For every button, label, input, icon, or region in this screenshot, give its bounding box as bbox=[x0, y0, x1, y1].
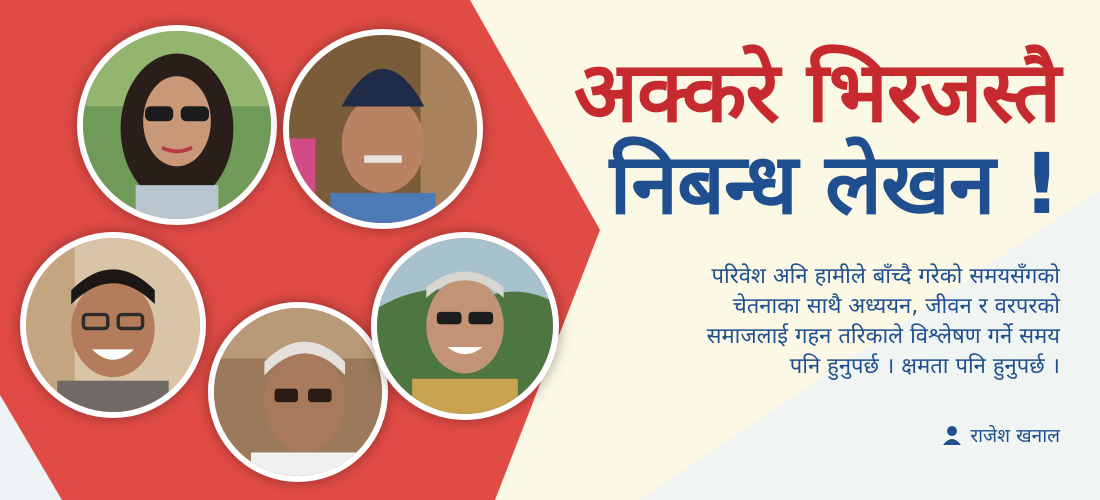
portrait-image bbox=[214, 308, 382, 476]
portrait-image bbox=[83, 31, 271, 219]
person-icon bbox=[942, 425, 962, 445]
portrait-woman-sunglasses bbox=[77, 25, 277, 225]
portrait-smiling-man-glasses bbox=[20, 232, 206, 418]
portrait-image bbox=[377, 238, 553, 414]
quote-line: समाजलाई गहन तरिकाले विश्लेषण गर्ने समय bbox=[706, 324, 1060, 349]
quote-line: चेतनाका साथै अध्ययन, जीवन र वरपरको bbox=[732, 294, 1060, 319]
quote-block bbox=[540, 262, 1060, 382]
title-line-2: निबन्ध लेखन ! bbox=[609, 135, 1060, 233]
quote-line: परिवेश अनि हामीले बाँच्दै गरेको समयसँगको bbox=[711, 264, 1060, 289]
portrait-image bbox=[289, 35, 477, 223]
portrait-elder-with-cap bbox=[283, 29, 483, 229]
title-line-1: अक्करे भिरजस्तै bbox=[573, 43, 1060, 141]
quote-line: पनि हुनुपर्छ । क्षमता पनि हुनुपर्छ । bbox=[789, 354, 1060, 379]
author-name: राजेश खनाल bbox=[970, 425, 1060, 447]
portrait-elder-glasses bbox=[208, 302, 388, 482]
author-credit bbox=[942, 422, 1060, 448]
portrait-man-sunglasses-outdoor bbox=[371, 232, 559, 420]
portrait-image bbox=[26, 238, 200, 412]
